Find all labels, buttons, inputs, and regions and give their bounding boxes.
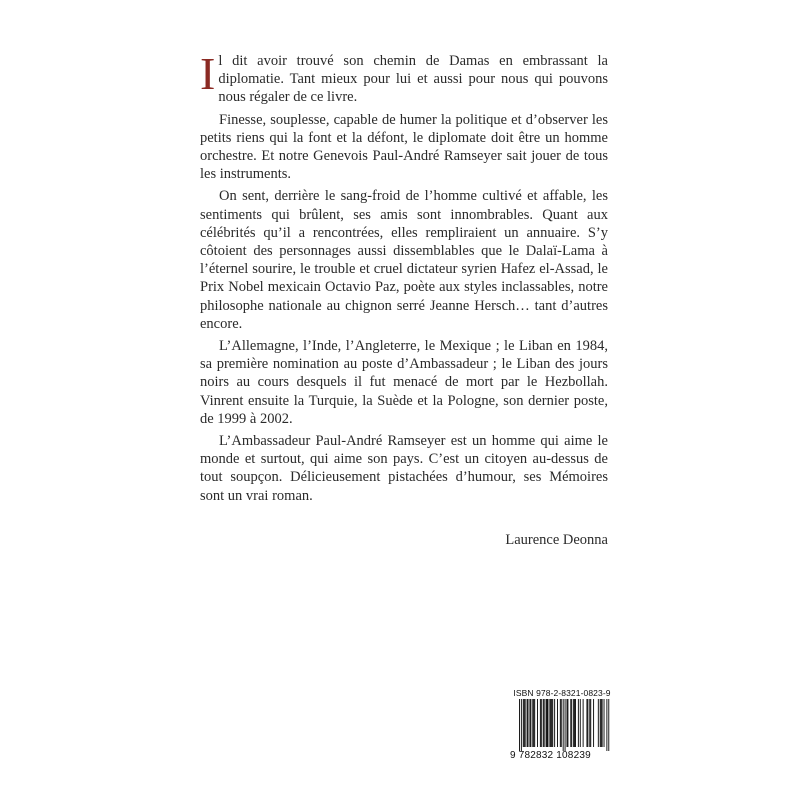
barcode-bar bbox=[549, 699, 550, 747]
barcode-bar bbox=[571, 699, 572, 747]
barcode-bar bbox=[534, 699, 535, 747]
barcode-bar bbox=[521, 699, 522, 751]
barcode-bar bbox=[530, 699, 531, 747]
barcode-bar bbox=[563, 699, 564, 751]
barcode-bar bbox=[598, 699, 599, 747]
barcode-bar bbox=[551, 699, 552, 747]
barcode-bar bbox=[586, 699, 587, 747]
barcode-bar bbox=[554, 699, 555, 747]
barcode-bar bbox=[560, 699, 561, 747]
paragraph-2: Finesse, souplesse, capable de humer la politique et d’observer les petits riens qui la font et la défont, le diplomate doit être un homme orchestre. Et notre Genevois Paul-André Ramseyer sait jouer de tous les instruments. bbox=[200, 111, 608, 183]
isbn-digits: 9 782832 108239 bbox=[510, 750, 591, 761]
barcode-bar bbox=[525, 699, 526, 747]
barcode-bar bbox=[600, 699, 601, 747]
barcode-bar bbox=[565, 699, 566, 751]
barcode-bar bbox=[602, 699, 603, 747]
barcode-bar bbox=[523, 699, 524, 747]
barcode-bar bbox=[557, 699, 558, 747]
drop-cap: I bbox=[200, 48, 216, 99]
paragraph-5: L’Ambassadeur Paul-André Ramseyer est un homme qui aime le monde et surtout, qui aime son pays. C’est un citoyen au-dessus de tout soupçon. Délicieusement pistachées d’humour, ses Mémoires sont un vrai roman. bbox=[200, 433, 608, 504]
barcode-bar bbox=[533, 699, 534, 747]
barcode-bar bbox=[524, 699, 525, 747]
barcode-bar bbox=[580, 699, 581, 747]
barcode-bar bbox=[532, 699, 533, 747]
barcode-bar bbox=[529, 699, 530, 747]
barcode-bar bbox=[567, 699, 568, 747]
barcode-bar bbox=[604, 699, 605, 747]
barcode-bar bbox=[593, 699, 594, 747]
barcode-bar bbox=[574, 699, 575, 747]
barcode-bar bbox=[548, 699, 549, 747]
paragraph-1-text: l dit avoir trouvé son chemin de Damas en embrassant la diplomatie. Tant mieux pour lui et aussi pour nous qui pouvons nous régaler de ce livre. bbox=[218, 53, 608, 106]
barcode-bar bbox=[546, 699, 547, 747]
barcode-bar bbox=[590, 699, 591, 747]
barcode-bar bbox=[570, 699, 571, 747]
barcode-bar bbox=[519, 699, 520, 751]
barcode-bar bbox=[541, 699, 542, 747]
barcode-bar bbox=[543, 699, 544, 747]
barcode-bar bbox=[550, 699, 551, 747]
isbn-barcode bbox=[510, 688, 614, 762]
barcode-bar bbox=[601, 699, 602, 747]
barcode-bars bbox=[510, 699, 614, 751]
barcode-bar bbox=[561, 699, 562, 747]
barcode-bar bbox=[587, 699, 588, 747]
paragraph-4: L’Allemagne, l’Inde, l’Angleterre, le Mexique ; le Liban en 1984, sa première nomination au poste d’Ambassadeur ; le Liban des jours noirs au cours desquels il fut menacé de mort par le Hezbollah. Vinrent ensuite la Turquie, la Suède et la Pologne, son dernier poste, de 1999 à 2002. bbox=[200, 338, 608, 427]
barcode-bar bbox=[544, 699, 545, 747]
barcode-bar bbox=[552, 699, 553, 747]
barcode-bar bbox=[540, 699, 541, 747]
barcode-bar bbox=[527, 699, 528, 747]
barcode-bar bbox=[578, 699, 579, 747]
barcode-bar bbox=[583, 699, 584, 747]
barcode-bar bbox=[608, 699, 609, 751]
barcode-bar bbox=[606, 699, 607, 751]
paragraph-1 bbox=[200, 48, 608, 107]
blurb-text bbox=[200, 48, 608, 509]
author-signature: Laurence Deonna bbox=[505, 532, 608, 548]
barcode-bar bbox=[573, 699, 574, 747]
barcode-bar bbox=[537, 699, 538, 747]
isbn-label: ISBN 978-2-8321-0823-9 bbox=[513, 688, 611, 698]
barcode-bar bbox=[547, 699, 548, 747]
barcode-bar bbox=[589, 699, 590, 747]
barcode-bar bbox=[575, 699, 576, 747]
paragraph-3: On sent, derrière le sang-froid de l’homme cultivé et affable, les sentiments qui brûlent, ses amis sont innombrables. Quant aux célébrités qu’il a rencontrées, elles rempliraient un annuaire. S’y côtoient des personnages aussi dissemblables que le Dalaï-Lama à l’éternel sourire, le trouble et cruel dictateur syrien Hafez el-Assad, le Prix Nobel mexicain Octavio Paz, poète aux styles inclassables, notre philosophe nationale au chignon serré Jeanne Hersch… tant d’autres encore. bbox=[200, 188, 608, 332]
barcode-bar bbox=[528, 699, 529, 747]
barcode-bar bbox=[567, 699, 568, 747]
